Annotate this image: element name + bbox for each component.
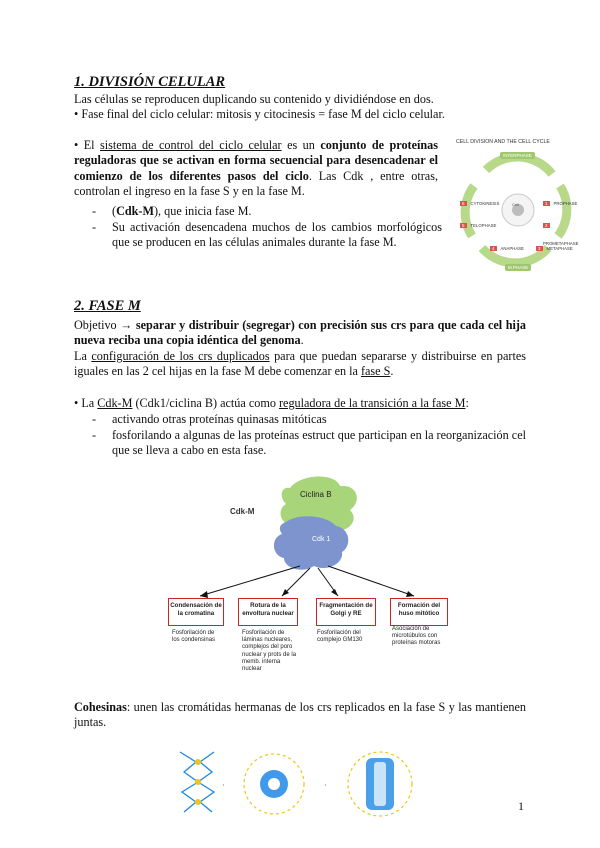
stage-num: 2	[545, 223, 548, 228]
stage-label: ANAPHASE	[500, 246, 524, 251]
control-system-term: sistema de control del ciclo celular	[100, 138, 282, 152]
stage-num: 6	[462, 201, 465, 206]
arrow-head-1	[200, 591, 208, 598]
configuration-paragraph	[74, 349, 526, 380]
text-span: :	[465, 396, 469, 410]
text-span: : unen las cromátidas hermanas de los crs replicados en la fase S y las mantienen juntas.	[74, 700, 526, 730]
bullet: • El	[74, 138, 101, 152]
arrow-line-4	[328, 566, 414, 596]
section1-title: 1. DIVISIÓN CELULAR	[74, 74, 226, 90]
cohesinas-term: Cohesinas	[74, 700, 127, 714]
cdk-paragraph	[74, 396, 526, 411]
configuration-term: configuración de los crs duplicados	[91, 349, 270, 363]
stage-num: 3	[538, 246, 541, 251]
fase-s-term: fase S	[360, 364, 391, 379]
stage-5	[460, 214, 496, 232]
text-span: para que puedan separarse y distribuirse en partes iguales en las 2 cel hijas en la fase M debe comenzar en la	[74, 349, 526, 379]
stage-num: 4	[492, 246, 495, 251]
cdk-diagram	[160, 472, 460, 682]
desc-golgi: Fosforilación del complejo GM130	[317, 630, 363, 644]
box-golgi	[316, 598, 376, 626]
separator-dot-1: ·	[222, 781, 225, 790]
desc-spindle: Asociación de microtúbulos con proteínas motoras	[392, 626, 441, 647]
desc-condensation: Fosforilación de los condensinas	[172, 630, 216, 644]
text-span: (	[112, 204, 117, 218]
cohesin-rings-left	[195, 759, 201, 805]
dash-item-2-text: Su activación desencadena muchos de los cambios morfológicos que se producen en las células animales durante la fase M.	[112, 220, 442, 250]
cdk1-label: Cdk 1	[312, 536, 331, 543]
section1-line1: Las células se reproducen duplicando su contenido y dividiéndose en dos.	[74, 92, 434, 106]
box-title: Rotura de la envoltura nuclear	[242, 602, 294, 617]
cdk-figure	[160, 472, 460, 682]
stage-num: 5	[462, 223, 465, 228]
arrow-head-4	[406, 591, 414, 597]
stage-num: 1	[545, 201, 548, 206]
cycle-title: CELL DIVISION AND THE CELL CYCLE	[456, 139, 550, 145]
dash-item-4-text: fosforilando a algunas de las proteínas estruct que participan en la reorganización cel que se lleva a cabo en esta fase.	[112, 428, 526, 458]
control-paragraph	[74, 138, 438, 200]
arrow-head-3	[331, 589, 338, 596]
text-span: (Cdk1/ciclina B) actúa como	[132, 396, 279, 410]
stage-label: METAPHASE	[546, 246, 573, 251]
stage-label: PROMETAPHASE	[543, 241, 579, 246]
section2-title: 2. FASE M	[74, 298, 141, 314]
objective-paragraph	[74, 318, 526, 349]
chromatid-cluster-middle	[244, 754, 304, 814]
box-title: Fragmentación de Golgi y RE	[319, 602, 373, 617]
stage-4	[490, 237, 524, 255]
desc-nuclear-envelope: Fosforilación de láminas nucleares, complejos del poro nuclear y prots de la memb. interna nuclear	[242, 630, 297, 673]
cell-center-label: Cell	[512, 202, 519, 207]
box-title: Condensación de la cromatina	[170, 602, 222, 617]
bold-definition: conjunto de proteínas reguladoras que se activan en forma secuencial para desencadenar el comienzo de los diferentes pasos del ciclo	[74, 138, 439, 183]
objective-bold: separar y distribuir (segregar) con precisión sus crs para que cada cel hija nueva reciba una copia idéntica del genoma	[74, 318, 527, 348]
stage-label: TELOPHASE	[470, 223, 497, 228]
text-span: Objetivo →	[74, 318, 136, 332]
text-span: .	[390, 364, 394, 379]
cdk-m-term: Cdk-M	[97, 396, 133, 410]
box-nuclear-envelope	[238, 598, 298, 626]
text-span: es un	[281, 138, 321, 152]
ciclina-b-label: Ciclina B	[300, 490, 332, 499]
cohesin-illustration	[174, 748, 444, 820]
box-title: Formación del huso mitótico	[397, 602, 441, 617]
stage-6	[460, 192, 499, 210]
stage-1	[543, 192, 577, 210]
page-number: 1	[518, 799, 524, 813]
box-condensation	[168, 598, 224, 626]
dash-item-3-text: activando otras proteínas quinasas mitóticas	[112, 412, 327, 426]
regulator-term: reguladora de la transición a la fase M	[278, 396, 466, 410]
text-span: . Las Cdk , entre otras, controlan el ingreso en la fase S y en la fase M.	[74, 168, 438, 199]
cdk-m-label: Cdk-M	[230, 507, 255, 516]
mphase-label: M PHASE	[505, 264, 531, 271]
stage-3	[536, 237, 573, 255]
cohesinas-paragraph	[74, 700, 526, 731]
section1-line2: • Fase final del ciclo celular: mitosis y citocinesis = fase M del ciclo celular.	[74, 107, 445, 121]
interphase-label: INTERPHASE	[500, 152, 535, 159]
stage-label: PROPHASE	[553, 201, 578, 206]
cell-cycle-figure	[448, 136, 583, 276]
separator-dot-2: ·	[324, 781, 327, 790]
box-spindle	[390, 598, 448, 626]
stage-label: CYTOKINESIS	[470, 201, 500, 206]
text-span: ), que inicia fase M.	[153, 204, 252, 218]
cycle-arc-top	[486, 157, 552, 174]
text-span: • La	[74, 396, 98, 410]
text-span: La	[74, 349, 92, 363]
chromatid-cluster-right	[348, 752, 412, 816]
text-span: .	[300, 333, 304, 348]
cdk-m-term: Cdk-M	[116, 204, 154, 218]
